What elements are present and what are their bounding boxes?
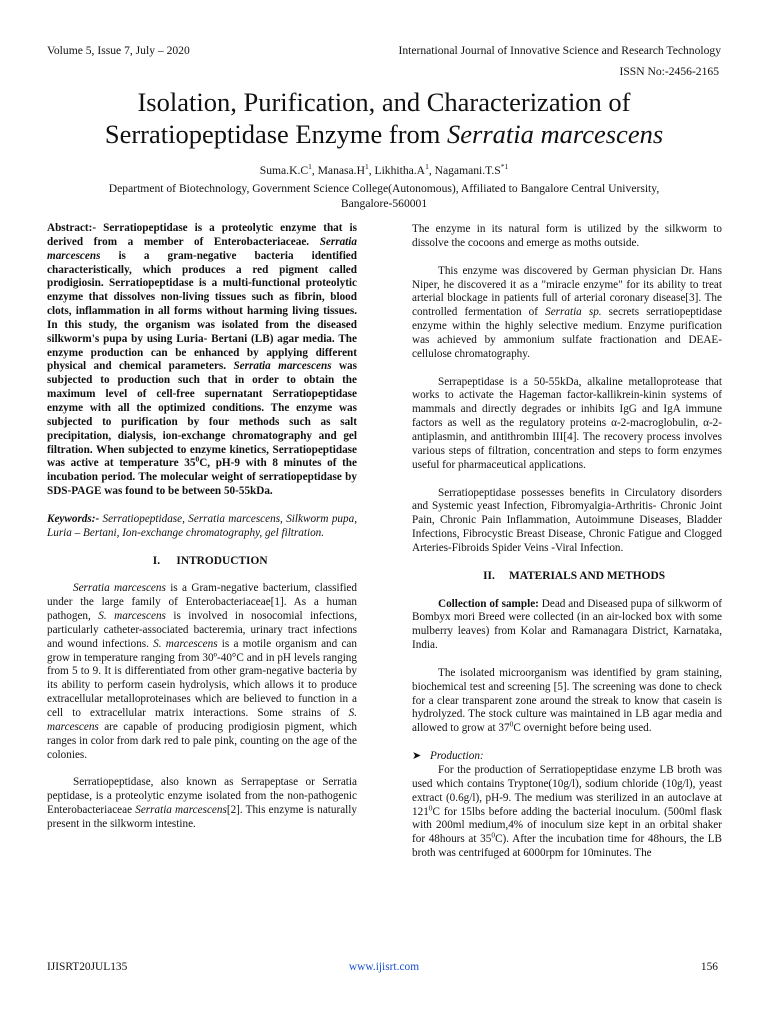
section-title: MATERIALS AND METHODS [508, 569, 666, 582]
right-paragraph-3: Serratiopeptidase possesses benefits in Circulatory disorders and Systemic yeast Infection, Fibromyalgia-Arthritis- Chronic Joint Pain, Chronic Pain Inflammation, Autoimmune Diseases, Bladder Infections, Fibrocystic Breast Disease, Chronic Fatigue and Clogged Arteries-Fibroids Spider Veins -Viral Infection. [412, 486, 722, 554]
author-1-affil: 1 [308, 162, 312, 172]
title-line-2 [40, 118, 728, 150]
right-paragraph-2: Serrapeptidase is a 50-55kDa, alkaline metalloprotease that works to activate the Hageman factor-kallikrein-kinin systems of mammals and directly degrades or inhibits IgG and IgA immune factors as well as the regulatory proteins α-2-macroglobulin, α-2-antiplasmin, and antithrombin III[4]. The recovery process involves various steps of filtration, concentration and steps to form enzymes useful for pharmaceutical applications. [412, 375, 722, 471]
methods-collection [412, 598, 722, 653]
paragraph-text: is involved in nosocomial infections, particularly catheter-associated bacteremia, urinary tract infections and wound infections. [47, 610, 357, 650]
methods-identification [412, 667, 722, 736]
paragraph-text: The isolated microorganism was identified by gram staining, biochemical test and screening [5]. The screening was done to check for a clear transparent zone around the streak to know that casein is hydrolyzed. The stock culture was maintained in LB agar media and allowed to grow at 37 [412, 666, 722, 735]
paragraph-text: Dead and Diseased pupa of silkworm of Bombyx mori Breed were collected (in an air-locked box with some mulberry leaves) from Kolar and Ramanagara District, Karnataka, India. [412, 597, 723, 652]
paragraph-text: For the production of Serratiopeptidase enzyme LB broth was used which contains Tryptone(10g/l), sodium chloride (10g/l), yeast extract (0.6g/l), pH-9. The medium was sterilized in an autoclave at 121 [412, 764, 722, 818]
organism-name: Serratia marcescens [73, 582, 166, 595]
intro-paragraph-2 [47, 776, 357, 831]
collection-label: Collection of sample: [438, 597, 539, 610]
section-number: I. [152, 554, 161, 567]
author-list [0, 164, 768, 177]
paragraph-text: is a motile organism and can grow in temperature ranging from 30º-40°C and in pH levels ranging from 5 to 9. It is differentiated from other gram-negative bacteria by its ability to perform casein hydrolysis, which allows it to produce extracellular metalloproteinases which are believed to function in a cell to extracellular matrix interactions. Some strains of [47, 637, 357, 719]
paragraph-text: This enzyme was discovered by German physician Dr. Hans Niper, he discovered it as a "miracle enzyme" for its ability to treat arterial blockage in patients full of arterial coronary disease[3]. The controlled fermentation of [412, 264, 722, 319]
keywords [47, 513, 357, 541]
paragraph-text: secrets serratiopeptidase enzyme within the highly selective medium. Enzyme purification was achieved by ammonium sulfate fractionation and DEAE-cellulose chromatography. [412, 306, 722, 360]
paragraph-text: is a Gram-negative bacterium, classified under the large family of Enterobacteriaceae[1]. As a human pathogen, [47, 582, 357, 623]
journal-name: International Journal of Innovative Science and Research Technology [398, 44, 721, 57]
author-4: , Nagamani.T.S [428, 164, 501, 177]
organism-name: Serratia marcescens [135, 804, 227, 817]
methods-production [412, 764, 722, 861]
abstract-organism: Serratia marcescens [233, 360, 332, 373]
abstract-organism: Serratia marcescens [47, 235, 357, 262]
right-column [412, 223, 722, 861]
author-4-affil: *1 [500, 162, 509, 172]
degree-sup: 0 [195, 454, 200, 464]
author-2: , Manasa.H [311, 164, 365, 177]
section-number: II. [483, 569, 495, 582]
paragraph-text: are capable of producing prodigiosin pigment, which ranges in color from dark red to pale pink, counting on the age of the colonies. [47, 720, 357, 761]
section-title: INTRODUCTION [176, 554, 268, 567]
degree-sup: 0 [491, 830, 496, 840]
paper-code: IJISRT20JUL135 [47, 961, 128, 973]
paragraph-text: [2]. This enzyme is naturally present in the silkworm intestine. [47, 804, 357, 830]
production-subheading [412, 750, 722, 764]
intro-paragraph-1 [47, 582, 357, 762]
journal-issn: ISSN No:-2456-2165 [619, 65, 719, 78]
degree-sup: 0 [428, 802, 433, 812]
organism-name: S. marcescens [47, 707, 357, 733]
paragraph-text: Serratiopeptidase, also known as Serrapeptase or Serratia peptidase, is a proteolytic enzyme isolated from the non-pathogenic Enterobacteriaceae [47, 776, 357, 817]
left-column [47, 222, 357, 832]
paper-title [40, 86, 728, 150]
paragraph-text: C for 15lbs before adding the bacterial inoculum. (500ml flask with 200ml medium,4% of inoculum size kept in an orbital shaker for 48hours at 35 [412, 805, 722, 846]
title-line-1: Isolation, Purification, and Characterization of [137, 87, 631, 117]
author-1: Suma.K.C [259, 164, 309, 177]
organism-name: Serratia sp. [545, 306, 602, 319]
organism-name: S. marcescens [98, 610, 166, 623]
title-organism: Serratia marcescens [447, 119, 664, 149]
paragraph-text: C overnight before being used. [513, 722, 652, 735]
abstract-text: was subjected to production such that in order to obtain the maximum level of cell-free supernatant Serratiopeptidase enzyme with all the optimized conditions. The enzyme was subjected to purification by four methods such as salt precipitation, dialysis, ion-exchange chromatography and gel filtration. When subjected to enzyme kinetics, Serratiopeptidase was active at temperature 35 [47, 360, 357, 470]
paragraph-text: C). After the incubation time for 48hours, the LB broth was centrifuged at 6000rpm for 10minutes. The [412, 833, 722, 860]
journal-website-link[interactable]: www.ijisrt.com [348, 961, 420, 973]
keywords-text: Serratiopeptidase, Serratia marcescens, Silkworm pupa, Luria – Bertani, Ion-exchange chromatography, gel filtration. [47, 512, 357, 539]
right-paragraph-1 [412, 265, 722, 362]
author-3: , Likhitha.A [368, 164, 426, 177]
section-heading-methods [412, 570, 722, 584]
author-2-affil: 1 [364, 162, 369, 172]
abstract [47, 222, 357, 499]
author-3-affil: 1 [425, 162, 429, 172]
arrow-bullet-icon: ➤ [412, 750, 422, 763]
title-line-2-text: Serratiopeptidase Enzyme from [104, 119, 448, 149]
affiliation-line-2: Bangalore-560001 [340, 197, 428, 210]
affiliation [60, 181, 708, 211]
production-label: Production: [430, 750, 484, 763]
abstract-label: Abstract:- [47, 222, 97, 234]
keywords-label: Keywords:- [47, 512, 100, 525]
right-paragraph-0: The enzyme in its natural form is utilized by the silkworm to dissolve the cocoons and emerge as moths outside. [412, 223, 722, 249]
abstract-text: is a gram-negative bacteria identified characteristically, which produces a red pigment called prodigiosin. Serratiopeptidase is a multi-functional proteolytic enzyme that dissolves non-living tissues such as fibrin, blood clots, inflammation in all forms without harming living tissues. In this study, the organism was isolated from the diseased silkworm's pupa by using Luria- Bertani (LB) agar media. The enzyme production can be enhanced by applying different physical and chemical parameters. [47, 249, 357, 373]
affiliation-line-1: Department of Biotechnology, Government Science College(Autonomous), Affiliated to Bangalore Central University, [108, 182, 660, 195]
section-heading-introduction [47, 555, 357, 569]
abstract-text: Serratiopeptidase is a proteolytic enzyme that is derived from a member of Enterobacteriaceae. [47, 222, 357, 248]
organism-name: S. marcescens [153, 637, 218, 650]
degree-sup: 0 [509, 719, 514, 729]
page-number: 156 [700, 961, 718, 973]
abstract-text: C, pH-9 with 8 minutes of the incubation period. The molecular weight of serratiopeptidase by SDS-PAGE was found to be between 50-55kDa. [47, 457, 357, 498]
journal-volume: Volume 5, Issue 7, July – 2020 [47, 44, 190, 57]
